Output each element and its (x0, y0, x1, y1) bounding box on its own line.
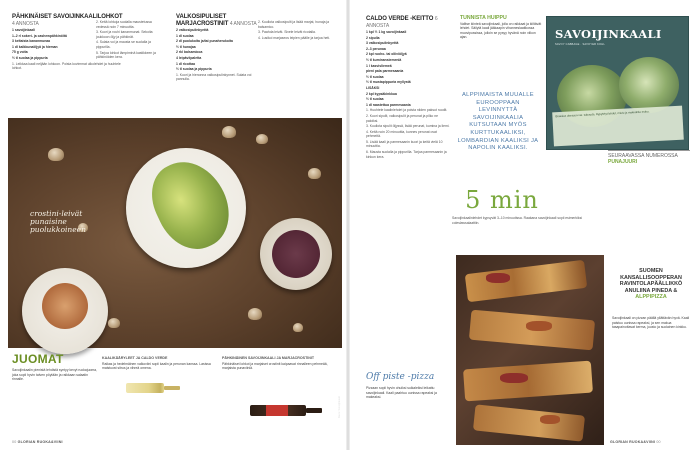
recipe-step: 5. Tarjoa lohkot lämpiminä kastikkeen ja pähkinöiden kera. (96, 50, 156, 60)
recipe-step: 2. Kuullota valkosipulit ja lisää marjat, hunaja ja balsamico. (258, 20, 330, 29)
ingredient-item: 2 rkl balsamicoa (176, 50, 203, 55)
off-piste-pizza-title: Off piste -pizza (366, 372, 435, 382)
section-title-juomat: JUOMAT (12, 352, 64, 366)
ingredient-item: 2 sipulia (366, 35, 380, 40)
tip-text: Valitse kiinteä savoijinkaali, jolla on raikkaat ja kiiltävät lehdet. Säilytä kaali jääkaapin vihanneslaatikossa muovipussissa, jolloin se pysyy hyvänä noin viikon ajan. (460, 21, 542, 40)
topping (500, 373, 528, 383)
chef-feature-title-line: ANULIINA PINEDA & (624, 287, 678, 294)
ingredient-item: 75 g voita (12, 50, 28, 55)
ingredient-item: 2 kpl ruoho- tai oliiviöljyä (366, 52, 407, 57)
recipe-step: 2. Kuori sipulit, valkosipulit ja perunat ja pilko ne paloiksi. (366, 113, 438, 123)
recipe-servings: 4 ANNOSTA (229, 21, 257, 27)
hazelnut (256, 134, 268, 144)
hazelnut (308, 168, 321, 179)
ingredient-item: 4 leipäviipaletta (176, 55, 202, 60)
recipe-title (176, 14, 260, 28)
ingredient-item: 1 kpl ½ 1 kg savoijinkaali (366, 30, 407, 34)
juomat-text: Savoijinkaalin pienistä lehdistä syntyy kevyt ruokajuoma, joka sopii hyvin talven pöytään ja raikkaan salaatin rinnalle. (12, 368, 97, 382)
ingredient-item: 2 dl puolukoita ja/tai punaherukoita (176, 39, 233, 44)
pizza-slice (465, 260, 588, 302)
wine-pairing-title: KAALIKÄÄRYLEET JA CALDO VERDE (102, 356, 168, 360)
ingredient-list (366, 30, 450, 107)
photo-handwritten-caption: crostini-leivät punaisine puolukkoineen (30, 209, 86, 234)
ingredient-item: 2–3 perunaa (366, 46, 386, 51)
photo-credit: Kuva: Savoijinkaali (338, 396, 341, 418)
berry-topping (272, 230, 320, 278)
off-piste-pizza-text (366, 386, 450, 436)
left-page-footer (12, 440, 63, 444)
hazelnut (248, 308, 262, 320)
recipe-title-text: VALKOSIPULISET MARJACROSTINIT (176, 14, 229, 27)
tunnista-huippu-box (460, 16, 542, 78)
ingredient-item: ½ tl kuminansiemeniä (366, 57, 402, 62)
recipe-step: 3. Paahda leivät. Sivele leivät ricotalla. (258, 30, 316, 35)
recipe-servings: 4 ANNOSTA (12, 21, 39, 27)
book-cover (546, 16, 689, 150)
five-min-text: Savoijinkaalinlehdet kypsyvät 3–10 minuutissa. Raakana savoijinkaali sopii esimerkiksi coleslawsalaattiin. (452, 216, 583, 225)
cabbage-illustration (619, 57, 679, 113)
recipe-step: 1. Leikkaa kaali neljään lohkoon. Poista kovimmat ulkolehdet ja huuhtele lohkot. (12, 61, 121, 71)
tip-title: TUNNISTA HUIPPU (460, 15, 507, 21)
crostini (42, 283, 88, 329)
bottle-neck (164, 386, 180, 390)
topping (540, 415, 560, 424)
ingredient-item: ½ tl suolaa (366, 97, 384, 102)
ingredient-item: ½ tl mustapippuria myllystä (366, 80, 411, 85)
ingredient-item: 2 kpl kypsäkinkkua (366, 91, 397, 96)
recipe-step: 1. Huuhtele kaalinlehdet ja poista niiden paksut ruodit. (366, 108, 448, 113)
off-piste-text: Pizzaan sopii hyvin ohuiksi suikaleiksi leikattu savoijinkaali. Kaali paahtuu uunissa rapeaksi ja makeaksi. (366, 386, 437, 400)
ingredient-item: 3 valkosipulinkynttä (366, 41, 399, 46)
recipe-step: 4. Sulata voi ja mausta se suolalla ja pippurilla. (96, 40, 151, 49)
ingredient-item: pieni pala parmesaania (366, 69, 404, 74)
wine-pairing-text: Raikas ja hedelmäinen valkoviini sopii kaalin ja perunan kanssa. Lasissa maistuvat sitrus ja vihreä omena. (102, 361, 211, 371)
ingredient-item: 1–2 rl sokeri- ja cashewpähkinöitä (12, 33, 67, 38)
wine-pairing-title: PÄHKINÄINEN SAVOIJINKAALI JA MARJACROSTINIT (222, 356, 315, 360)
chef-feature-title-line: SUOMEN KANSALLISOOPPERAN RAVINTOLAPÄÄLLIKKÖ (619, 268, 683, 288)
hazelnut (48, 148, 64, 161)
book-label-note: Brassica oleracea var. sabauda. Rypytetyt lehdet, mieto ja makeahko maku. (552, 106, 684, 147)
recipe-step: 5. Lisää kaali ja parmesaanin kuori ja keitä vielä 10 minuuttia. (366, 139, 443, 149)
recipe-servings: 6 ANNOSTA (366, 16, 438, 29)
book-subtitle: SAVOY CABBAGE · SAVOYER KOHL (555, 43, 605, 46)
pizza-slice (463, 361, 593, 402)
right-page-footer (610, 440, 661, 444)
page-number: 00 (12, 440, 17, 444)
magazine-name: GLORIAN RUOKA&VIINI (17, 440, 63, 444)
ingredient-item: 1 dl suolaa (176, 33, 194, 38)
book-title: SAVOIJINKAALI (555, 27, 662, 41)
recipe-step: 3. Kuullota sipulit öljyssä, lisää perunat, kumina ja liemi. (366, 124, 450, 129)
ingredient-item: 1 savoijinkaali (12, 28, 35, 32)
ingredient-item: 2 valkosipulinkynttä (176, 28, 209, 32)
ingredient-item: ½ tl suolaa (366, 74, 384, 79)
ingredient-item: 1 dl kalkkunaöljyä ja hieman (12, 44, 58, 49)
ingredient-item: LISÄKSI (366, 85, 380, 90)
pull-quote: ALPPIMAISTA MUUALLE EUROOPPAAN LEVINNYTTÄ SAVOIJINKAALIA KUTSUTAAN MYÖS KURTTUKAALIKSI, LOMBARDIAN KAALIKSI JA NAPOLIN KAALIKSI. (457, 92, 539, 152)
chef-feature-title (612, 268, 690, 301)
wine-pairing-2 (222, 356, 340, 400)
recipe-step: 4. Lusikoi marjaseos leipien päälle ja tarjoa heti. (258, 35, 330, 40)
topping (526, 321, 552, 331)
recipe-valkosipuliset-marjacrostinit (176, 14, 260, 114)
magazine-spine (346, 0, 350, 450)
recipe-caldo-verde (366, 16, 450, 371)
recipe-title-text: CALDO VERDE -KEITTO (366, 16, 434, 22)
next-issue-teaser (608, 150, 690, 165)
juomat-intro (12, 368, 98, 418)
white-wine-bottle (126, 383, 164, 393)
next-issue-topic: PUNAJUURI (608, 159, 638, 165)
magazine-name: GLORIAN RUOKA&VIINI (610, 440, 656, 444)
five-min-highlight: 5 min (465, 186, 539, 214)
chef-feature-text (612, 316, 690, 434)
recipe-steps-column (258, 20, 338, 110)
chef-feature-body: Savoijinkaali on pizzan päällä yllättävän hyvä. Kaali paistuu uunissa rapeaksi, ja sen makua tasapainottavat kerma, juusto ja suolainen kinkku. (612, 316, 690, 330)
wine-pairing-1 (102, 356, 212, 384)
topping (486, 273, 510, 283)
bottle-label (266, 405, 288, 416)
wine-pairing-text: Pähkinäiset lohkot ja marjaiset crostinit kaipaavat rinnalleen pehmeää, marjaista punaviiniä. (222, 361, 328, 371)
ingredient-item: 1 l kasvisliemeä (366, 63, 392, 68)
hazelnut (108, 318, 120, 328)
chef-feature-title-accent: ALPPIPIZZA (635, 294, 667, 301)
ingredient-item: ½ tl suolaa ja pippuria (176, 67, 212, 72)
recipe-step: 4. Keitä noin 20 minuuttia, kunnes perunat ovat pehmeitä. (366, 129, 437, 139)
recipe-step: 2. Keitä lohkoja suolalla maustetussa vedessä noin 7 minuuttia. (96, 20, 152, 29)
ingredient-item: ½ tl hunajaa (176, 44, 196, 49)
ingredient-item: 3 keltaista kananmunaa (12, 39, 51, 44)
pizza-slice (473, 404, 585, 441)
recipe-title-text: PÄHKINÄISET SAVOIJINKAALILOHKOT (12, 14, 123, 20)
recipe-step: 3. Kuori ja rouhi kananmunat. Sekoita joukkoon öljy ja pähkinät. (96, 30, 153, 39)
recipe-step: 1. Kuori ja hienonna valkosipulinkynnet. Sulata voi pannulla. (176, 72, 252, 82)
recipe-step: 6. Mausta suolalla ja pippurilla. Tarjoa parmesaanin ja kinkun kera. (366, 150, 447, 159)
ingredient-item: 1 dl ricottaa (176, 61, 196, 66)
recipe-steps-column (96, 20, 158, 110)
recipe-title (366, 16, 450, 30)
next-issue-label: SEURAAVASSA NUMEROSSA (608, 153, 678, 159)
hazelnut (222, 126, 236, 138)
bottle-neck (306, 408, 322, 413)
ingredient-list (176, 28, 260, 72)
page-number: 00 (656, 440, 661, 444)
hazelnut (293, 323, 303, 332)
ingredient-item: ½ tl suolaa ja pippuria (12, 55, 48, 60)
ingredient-item: 1 dl raastettua parmesaania (366, 102, 411, 107)
pizza-photo (456, 255, 604, 445)
